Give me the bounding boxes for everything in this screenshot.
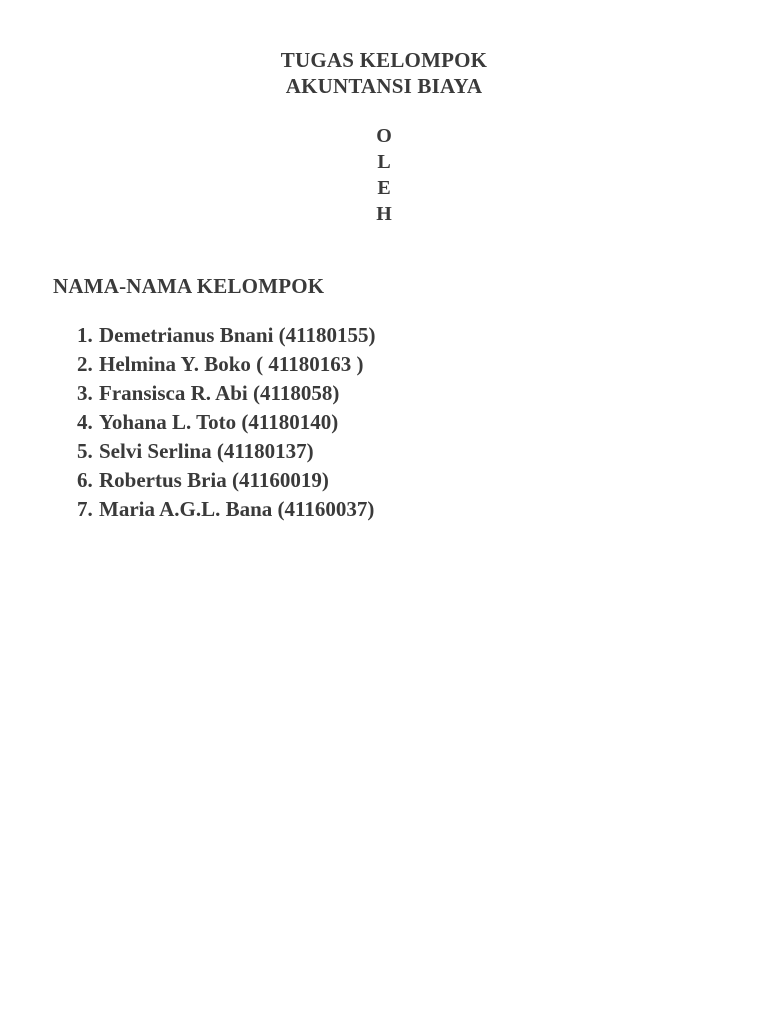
oleh-vertical-text xyxy=(0,123,768,227)
document-subtitle: AKUNTANSI BIAYA xyxy=(285,74,483,98)
title-block xyxy=(0,47,768,99)
list-item-text: Yohana L. Toto (41180140) xyxy=(99,410,339,434)
list-item-number: 2. xyxy=(77,352,93,376)
list-item-text: Maria A.G.L. Bana (41160037) xyxy=(99,497,375,521)
list-item xyxy=(77,379,376,408)
list-item xyxy=(77,408,376,437)
list-item xyxy=(77,350,376,379)
list-item-text: Helmina Y. Boko ( 41180163 ) xyxy=(99,352,364,376)
list-item xyxy=(77,437,376,466)
list-item-number: 5. xyxy=(77,439,93,463)
oleh-letter: H xyxy=(376,203,392,225)
list-item xyxy=(77,495,376,524)
list-item-text: Demetrianus Bnani (41180155) xyxy=(99,323,376,347)
oleh-letter: L xyxy=(377,151,391,173)
list-item-number: 7. xyxy=(77,497,93,521)
list-item xyxy=(77,466,376,495)
list-item-text: Selvi Serlina (41180137) xyxy=(99,439,314,463)
list-item-text: Robertus Bria (41160019) xyxy=(99,468,329,492)
oleh-letter: O xyxy=(376,125,392,147)
list-item-number: 4. xyxy=(77,410,93,434)
list-item-number: 6. xyxy=(77,468,93,492)
list-item-text: Fransisca R. Abi (4118058) xyxy=(99,381,340,405)
list-item-number: 3. xyxy=(77,381,93,405)
section-heading: NAMA-NAMA KELOMPOK xyxy=(53,274,325,298)
list-item xyxy=(77,321,376,350)
list-item-number: 1. xyxy=(77,323,93,347)
document-title: TUGAS KELOMPOK xyxy=(280,48,488,72)
member-list xyxy=(77,321,376,524)
oleh-letter: E xyxy=(377,177,391,199)
